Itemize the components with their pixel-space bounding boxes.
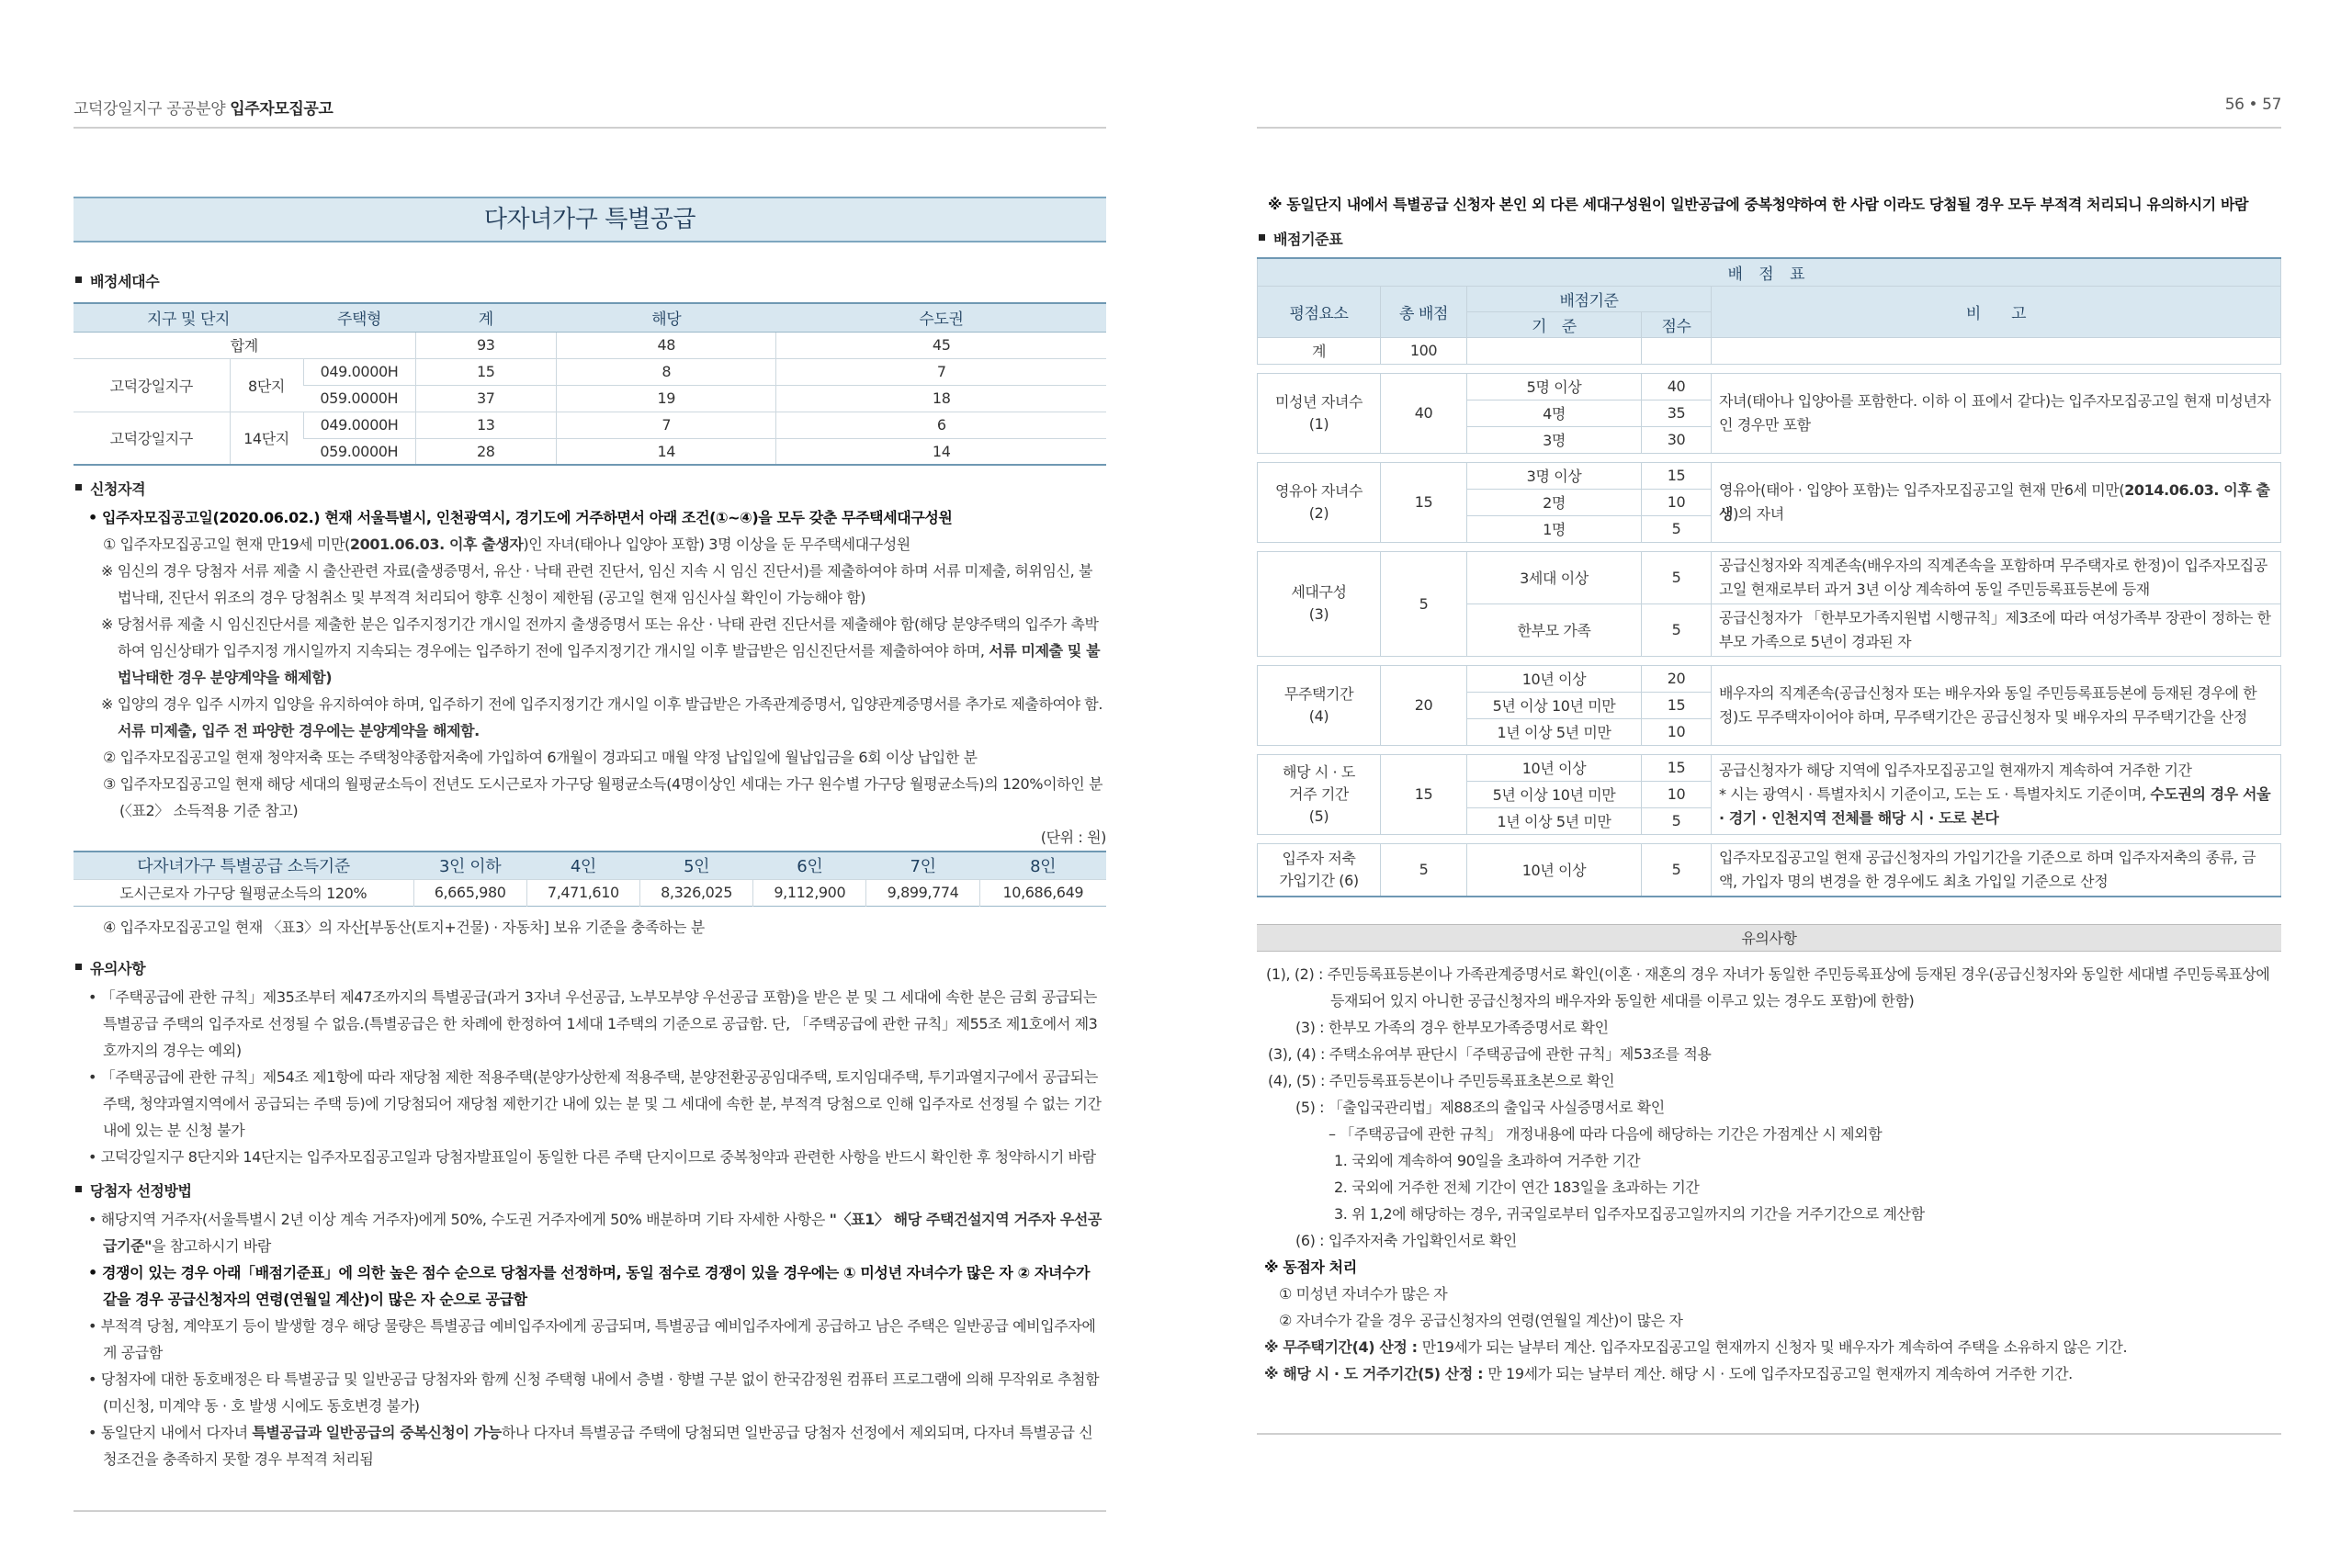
note-5b: 1. 국외에 계속하여 90일을 초과하여 거주한 기간 bbox=[1334, 1152, 1641, 1169]
note-5d: 3. 위 1,2에 해당하는 경우, 귀국일로부터 입주자모집공고일까지의 기간을 거주기간으로 계산함 bbox=[1334, 1205, 1925, 1223]
income-table bbox=[74, 851, 1106, 907]
table-cell: 20 bbox=[1642, 665, 1712, 692]
running-header bbox=[74, 96, 333, 118]
table-cell: 6 bbox=[776, 412, 1106, 438]
table-cell: 9,112,900 bbox=[753, 879, 866, 906]
table-header: 비 고 bbox=[1712, 286, 2281, 337]
table-cell: 7 bbox=[557, 412, 776, 438]
table-cell: 1명 bbox=[1467, 515, 1642, 542]
note-45: (4), (5) : 주민등록표등본이나 주민등록표초본으로 확인 bbox=[1268, 1072, 1615, 1089]
selection-heading: 당첨자 선정방법 bbox=[74, 1179, 1106, 1201]
table-cell: 입주자모집공고일 현재 공급신청자의 가입기간을 기준으로 하며 입주자저축의 종류, 금액, 가입자 명의 변경을 한 경우에도 최초 가입일 기준으로 산정 bbox=[1712, 843, 2281, 897]
table-cell: 3명 bbox=[1467, 426, 1642, 453]
unit-label: (단위 : 원) bbox=[1040, 829, 1106, 846]
table-cell: 14단지 bbox=[230, 412, 303, 465]
note-6: (6) : 입주자저축 가입확인서로 확인 bbox=[1295, 1232, 1517, 1249]
col-total: 계 bbox=[415, 303, 557, 332]
list-item: • 해당지역 거주자(서울특별시 2년 이상 계속 거주자)에게 50%, 수도권 거주자에게 50% 배분하며 기타 자세한 사항은 "〈표1〉 해당 주택건설지역 거주자 우선공급기준"을 참고하시기 바람 bbox=[88, 1211, 1102, 1255]
col-type: 주택형 bbox=[303, 303, 415, 332]
table-cell: 15 bbox=[1381, 754, 1467, 834]
table-cell: 10년 이상 bbox=[1467, 754, 1642, 781]
col-local: 해당 bbox=[557, 303, 776, 332]
table-cell: 5 bbox=[1642, 551, 1712, 604]
table-cell: 19 bbox=[557, 385, 776, 412]
table-header: 8인 bbox=[979, 852, 1106, 879]
caution-bar: 유의사항 bbox=[1257, 924, 2281, 952]
table-header: 3인 이하 bbox=[413, 852, 526, 879]
list-item: • 고덕강일지구 8단지와 14단지는 입주자모집공고일과 당첨자발표일이 동일한 다른 주택 단지이므로 중복청약과 관련한 사항을 반드시 확인한 후 청약하시기 바람 bbox=[88, 1148, 1096, 1166]
note-1: ※ 임신의 경우 당첨자 서류 제출 시 출산관련 자료(출생증명서, 유산 · 낙태 관련 진단서, 임신 지속 시 임신 진단서)를 제출하여야 하며 서류 미제출, 허위임신, 불법낙태, 진단서 위조의 경우 당첨취소 및 부적격 처리되어 향후 신청이 제한됨 (공고일 현재 임신사실 확인이 가능해야 함) bbox=[101, 562, 1093, 606]
header-rule bbox=[74, 127, 1106, 129]
list-item: • 「주택공급에 관한 규칙」제35조부터 제47조까지의 특별공급(과거 3자녀 우선공급, 노부모부양 우선공급 포함)을 받은 분 및 그 세대에 속한 분은 금회 공급되는 특별공급 주택의 입주자로 선정될 수 없음.(특별공급은 한 차례에 한정하여 1세대 1주택의 기준으로 공급함. 단, 「주택공급에 관한 규칙」제55조 제1호에서 제3호까지의 경우는 예외) bbox=[88, 988, 1098, 1059]
table-cell: 공급신청자가 「한부모가족지원법 시행규칙」제3조에 따라 여성가족부 장관이 정하는 한부모 가족으로 5년이 경과된 자 bbox=[1712, 604, 2281, 656]
table-cell: 10년 이상 bbox=[1467, 843, 1642, 897]
table-header: 4인 bbox=[526, 852, 639, 879]
note-3: ※ 입양의 경우 입주 시까지 입양을 유지하여야 하며, 입주하기 전에 입주지정기간 개시일 이후 발급받은 가족관계증명서, 입양관계증명서를 추가로 제출하여야 함. 서류 미제출, 입주 전 파양한 경우에는 분양계약을 해제함. bbox=[101, 695, 1103, 739]
table-row bbox=[1258, 373, 2281, 400]
list-item: • 동일단지 내에서 다자녀 특별공급과 일반공급의 중복신청이 가능하나 다자녀 특별공급 주택에 당첨되면 일반공급 당첨자 선정에서 제외되며, 다자녀 특별공급 신청조건을 충족하지 못할 경우 부적격 처리됨 bbox=[88, 1424, 1093, 1468]
table-cell: 8단지 bbox=[230, 358, 303, 412]
table-cell: 5 bbox=[1642, 807, 1712, 834]
footer-rule bbox=[1257, 1433, 2281, 1435]
table-header: 점수 bbox=[1642, 311, 1712, 337]
score-notes bbox=[1257, 961, 2281, 1387]
table-cell: 15 bbox=[1642, 692, 1712, 718]
page-number: 56 • 57 bbox=[2224, 96, 2281, 114]
table-cell: 1년 이상 5년 미만 bbox=[1467, 807, 1642, 834]
table-cell: 배우자의 직계존속(공급신청자 또는 배우자와 동일 주민등록표등본에 등재된 경우에 한정)도 무주택자이어야 하며, 무주택기간은 공급신청자 및 배우자의 무주택기간을 산정 bbox=[1712, 665, 2281, 745]
table-cell: 한부모 가족 bbox=[1467, 604, 1642, 656]
table-cell: 9,899,774 bbox=[866, 879, 979, 906]
tie-2: ② 자녀수가 같을 경우 공급신청자의 연령(연월일 계산)이 많은 자 bbox=[1279, 1312, 1683, 1329]
table-cell: 영유아(태아 · 입양아 포함)는 입주자모집공고일 현재 만6세 미만(2014.06.03. 이후 출생)의 자녀 bbox=[1712, 462, 2281, 542]
table-cell: 8 bbox=[557, 358, 776, 385]
table-cell: 미성년 자녀수 (1) bbox=[1258, 373, 1381, 453]
table-cell: 무주택기간 (4) bbox=[1258, 665, 1381, 745]
table-cell: 해당 시 · 도 거주 기간 (5) bbox=[1258, 754, 1381, 834]
table-cell: 059.0000H bbox=[303, 385, 415, 412]
score-table-title: 배 점 표 bbox=[1258, 258, 2281, 286]
table-cell: 세대구성 (3) bbox=[1258, 551, 1381, 656]
table-row bbox=[1258, 665, 2281, 692]
table-cell: 13 bbox=[415, 412, 557, 438]
table-cell: 40 bbox=[1642, 373, 1712, 400]
table-cell: 45 bbox=[776, 332, 1106, 358]
table-cell: 입주자 저축 가입기간 (6) bbox=[1258, 843, 1381, 897]
table-cell: 도시근로자 가구당 월평균소득의 120% bbox=[74, 879, 413, 906]
table-cell: 영유아 자녀수 (2) bbox=[1258, 462, 1381, 542]
table-cell: 049.0000H bbox=[303, 358, 415, 385]
table-cell: 10,686,649 bbox=[979, 879, 1106, 906]
alloc-heading: 배정세대수 bbox=[74, 270, 1106, 291]
table-cell: 3세대 이상 bbox=[1467, 551, 1642, 604]
table-cell: 14 bbox=[557, 438, 776, 465]
table-header: 평점요소 bbox=[1258, 286, 1381, 337]
caution-section bbox=[74, 957, 1106, 1170]
qualification-section bbox=[74, 478, 1106, 941]
table-cell: 5 bbox=[1642, 604, 1712, 656]
header-prefix: 고덕강일지구 공공분양 bbox=[74, 100, 226, 118]
table-header: 기 준 bbox=[1467, 311, 1642, 337]
list-item: • 경쟁이 있는 경우 아래「배점기준표」에 의한 높은 점수 순으로 당첨자를 선정하며, 동일 점수로 경쟁이 있을 경우에는 ① 미성년 자녀수가 많은 자 ② 자녀수가 같을 경우 공급신청자의 연령(연월일 계산)이 많은 자 순으로 공급함 bbox=[88, 1264, 1091, 1308]
table-cell: 15 bbox=[415, 358, 557, 385]
total-label: 합계 bbox=[74, 332, 415, 358]
note-5a: – 「주택공급에 관한 규칙」 개정내용에 따라 다음에 해당하는 기간은 가점계산 시 제외함 bbox=[1329, 1125, 1883, 1143]
cond-2: ② 입주자모집공고일 현재 청약저축 또는 주택청약종합저축에 가입하여 6개월이 경과되고 매월 약정 납입일에 월납입금을 6회 이상 납입한 분 bbox=[103, 749, 978, 766]
table-cell: 공급신청자가 해당 지역에 입주자모집공고일 현재까지 계속하여 거주한 기간 * 시는 광역시 · 특별자치시 기준이고, 도는 도 · 특별자치도 기준이며, 수도권의 경우 서울 · 경기 · 인천지역 전체를 해당 시 · 도로 본다 bbox=[1712, 754, 2281, 834]
tie-1: ① 미성년 자녀수가 많은 자 bbox=[1279, 1285, 1448, 1303]
table-cell: 고덕강일지구 bbox=[74, 412, 230, 465]
note-5: (5) : 「출입국관리법」제88조의 출입국 사실증명서로 확인 bbox=[1295, 1099, 1665, 1116]
table-cell: 5년 이상 10년 미만 bbox=[1467, 692, 1642, 718]
tie-heading: ※ 동점자 처리 bbox=[1264, 1258, 1357, 1276]
table-header: 5인 bbox=[639, 852, 752, 879]
table-cell: 고덕강일지구 bbox=[74, 358, 230, 412]
table-row bbox=[1258, 462, 2281, 489]
note-3: (3) : 한부모 가족의 경우 한부모가족증명서로 확인 bbox=[1295, 1019, 1609, 1036]
qual-heading: 신청자격 bbox=[74, 478, 1106, 499]
table-cell: 1년 이상 5년 미만 bbox=[1467, 718, 1642, 745]
cond-1: ① 입주자모집공고일 현재 만19세 미만(2001.06.03. 이후 출생자)인 자녀(태아나 입양아 포함) 3명 이상을 둔 무주택세대구성원 bbox=[103, 536, 910, 553]
col-metro: 수도권 bbox=[776, 303, 1106, 332]
score-heading: 배점기준표 bbox=[1257, 228, 1342, 249]
caution-heading: 유의사항 bbox=[74, 957, 1106, 978]
table-row bbox=[74, 332, 1106, 358]
selection-section bbox=[74, 1179, 1106, 1472]
table-row bbox=[74, 412, 1106, 438]
table-cell: 3명 이상 bbox=[1467, 462, 1642, 489]
right-page bbox=[1257, 0, 2281, 1568]
cond-3: ③ 입주자모집공고일 현재 해당 세대의 월평균소득이 전년도 도시근로자 가구당 월평균소득(4명이상인 세대는 가구 원수별 가구당 월평균소득)의 120%이하인 분 (〈표2〉 소득적용 기준 참고) bbox=[103, 775, 1102, 819]
table-cell: 계 bbox=[1258, 337, 1381, 364]
table-cell: 15 bbox=[1381, 462, 1467, 542]
table-cell: 7,471,610 bbox=[526, 879, 639, 906]
qual-lead-text: 입주자모집공고일(2020.06.02.) 현재 서울특별시, 인천광역시, 경기도에 거주하면서 아래 조건(①~④)을 모두 갖춘 무주택세대구성원 bbox=[102, 509, 953, 526]
table-cell: 93 bbox=[415, 332, 557, 358]
table-cell: 30 bbox=[1642, 426, 1712, 453]
table-cell: 5 bbox=[1642, 843, 1712, 897]
table-cell: 2명 bbox=[1467, 489, 1642, 515]
calc-4: ※ 무주택기간(4) 산정 : 만19세가 되는 날부터 계산. 입주자모집공고일 현재까지 신청자 및 배우자가 계속하여 주택을 소유하지 않은 기간. bbox=[1264, 1338, 2128, 1356]
table-cell: 자녀(태아나 입양아를 포함한다. 이하 이 표에서 같다)는 입주자모집공고일 현재 미성년자인 경우만 포함 bbox=[1712, 373, 2281, 453]
list-item: • 「주택공급에 관한 규칙」제54조 제1항에 따라 재당첨 제한 적용주택(분양가상한제 적용주택, 분양전환공공임대주택, 토지임대주택, 투기과열지구에서 공급되는 주택, 청약과열지역에서 공급되는 주택 등)에 기당첨되어 재당첨 제한기간 내에 있는 분 및 그 세대에 속한 분, 부적격 당첨으로 인해 입주자로 선정될 수 없는 기간 내에 있는 분 신청 불가 bbox=[88, 1068, 1102, 1139]
table-row bbox=[74, 879, 1106, 906]
left-page bbox=[74, 0, 1106, 1568]
header-title: 입주자모집공고 bbox=[230, 100, 334, 118]
col-district: 지구 및 단지 bbox=[74, 303, 303, 332]
table-cell: 059.0000H bbox=[303, 438, 415, 465]
table-cell: 8,326,025 bbox=[639, 879, 752, 906]
cond-4: ④ 입주자모집공고일 현재 〈표3〉의 자산[부동산(토지+건물) · 자동차] 보유 기준을 충족하는 분 bbox=[103, 918, 705, 936]
table-cell: 4명 bbox=[1467, 400, 1642, 426]
alloc-table bbox=[74, 302, 1106, 466]
table-cell: 14 bbox=[776, 438, 1106, 465]
table-cell: 18 bbox=[776, 385, 1106, 412]
table-cell: 10 bbox=[1642, 781, 1712, 807]
table-cell: 5 bbox=[1642, 515, 1712, 542]
note-2: ※ 당첨서류 제출 시 임신진단서를 제출한 분은 입주지정기간 개시일 전까지 출생증명서 또는 유산 · 낙태 관련 진단서를 제출해야 함(해당 분양주택의 입주가 촉박하여 임신상태가 입주지정 개시일까지 지속되는 경우에는 입주하기 전에 입주지정기간 개시일 이후 발급받은 임신진단서를 제출하여야 하며, 서류 미제출 및 불법낙태한 경우 분양계약을 해제함) bbox=[101, 615, 1101, 686]
table-cell: 100 bbox=[1381, 337, 1467, 364]
table-cell: 5년 이상 10년 미만 bbox=[1467, 781, 1642, 807]
note-5c: 2. 국외에 거주한 전체 기간이 연간 183일을 초과하는 기간 bbox=[1334, 1179, 1700, 1196]
table-cell: 10 bbox=[1642, 489, 1712, 515]
table-cell: 15 bbox=[1642, 462, 1712, 489]
section-banner: 다자녀가구 특별공급 bbox=[74, 197, 1106, 243]
table-cell: 5명 이상 bbox=[1467, 373, 1642, 400]
note-12: (1), (2) : 주민등록표등본이나 가족관계증명서로 확인(이혼 · 재혼의 경우 자녀가 동일한 주민등록표상에 등재된 경우(공급신청자와 동일한 세대별 주민등록표상에 등재되어 있지 아니한 공급신청자의 배우자와 동일한 세대를 이루고 있는 경우도 포함)에 한함) bbox=[1266, 965, 2270, 1010]
list-item: • 부적격 당첨, 계약포기 등이 발생할 경우 해당 물량은 특별공급 예비입주자에게 공급되며, 특별공급 예비입주자에게 공급하고 남은 주택은 일반공급 예비입주자에게 공급함 bbox=[88, 1317, 1096, 1361]
table-cell: 049.0000H bbox=[303, 412, 415, 438]
table-cell: 15 bbox=[1642, 754, 1712, 781]
table-row bbox=[1258, 551, 2281, 604]
table-cell: 20 bbox=[1381, 665, 1467, 745]
table-cell: 10년 이상 bbox=[1467, 665, 1642, 692]
table-row bbox=[1258, 754, 2281, 781]
list-item: • 당첨자에 대한 동호배정은 타 특별공급 및 일반공급 당첨자와 함께 신청 주택형 내에서 층별 · 향별 구분 없이 한국감정원 컴퓨터 프로그램에 의해 무작위로 추첨함(미신청, 미계약 동 · 호 발생 시에도 동호변경 불가) bbox=[88, 1371, 1100, 1415]
score-table bbox=[1257, 257, 2281, 897]
qual-lead: • 입주자모집공고일(2020.06.02.) 현재 서울특별시, 인천광역시, 경기도에 거주하면서 아래 조건(①~④)을 모두 갖춘 무주택세대구성원 bbox=[88, 509, 953, 526]
table-header: 총 배점 bbox=[1381, 286, 1467, 337]
table-row bbox=[1258, 843, 2281, 897]
table-cell: 10 bbox=[1642, 718, 1712, 745]
calc-5: ※ 해당 시 · 도 거주기간(5) 산정 : 만 19세가 되는 날부터 계산. 해당 시 · 도에 입주자모집공고일 현재까지 계속하여 거주한 기간. bbox=[1264, 1365, 2073, 1382]
table-header: 6인 bbox=[753, 852, 866, 879]
header-rule bbox=[1257, 127, 2281, 129]
table-cell: 48 bbox=[557, 332, 776, 358]
table-cell: 공급신청자와 직계존속(배우자의 직계존속을 포함하며 무주택자로 한정)이 입주자모집공고일 현재로부터 과거 3년 이상 계속하여 동일 주민등록표등본에 등재 bbox=[1712, 551, 2281, 604]
table-header: 배점기준 bbox=[1467, 286, 1712, 311]
table-header: 7인 bbox=[866, 852, 979, 879]
table-cell: 37 bbox=[415, 385, 557, 412]
table-cell: 5 bbox=[1381, 843, 1467, 897]
table-header: 다자녀가구 특별공급 소득기준 bbox=[74, 852, 413, 879]
table-row bbox=[74, 358, 1106, 385]
table-cell: 35 bbox=[1642, 400, 1712, 426]
table-cell: 28 bbox=[415, 438, 557, 465]
alloc-section bbox=[74, 270, 1106, 466]
table-cell: 7 bbox=[776, 358, 1106, 385]
table-cell: 6,665,980 bbox=[413, 879, 526, 906]
table-row bbox=[1258, 337, 2281, 364]
footer-rule bbox=[74, 1510, 1106, 1512]
note-34: (3), (4) : 주택소유여부 판단시「주택공급에 관한 규칙」제53조를 적용 bbox=[1268, 1045, 1712, 1063]
table-cell: 5 bbox=[1381, 551, 1467, 656]
top-note: ※ 동일단지 내에서 특별공급 신청자 본인 외 다른 세대구성원이 일반공급에 중복청약하여 한 사람 이라도 당첨될 경우 모두 부적격 처리되니 유의하시기 바람 bbox=[1268, 196, 2249, 213]
table-cell: 40 bbox=[1381, 373, 1467, 453]
